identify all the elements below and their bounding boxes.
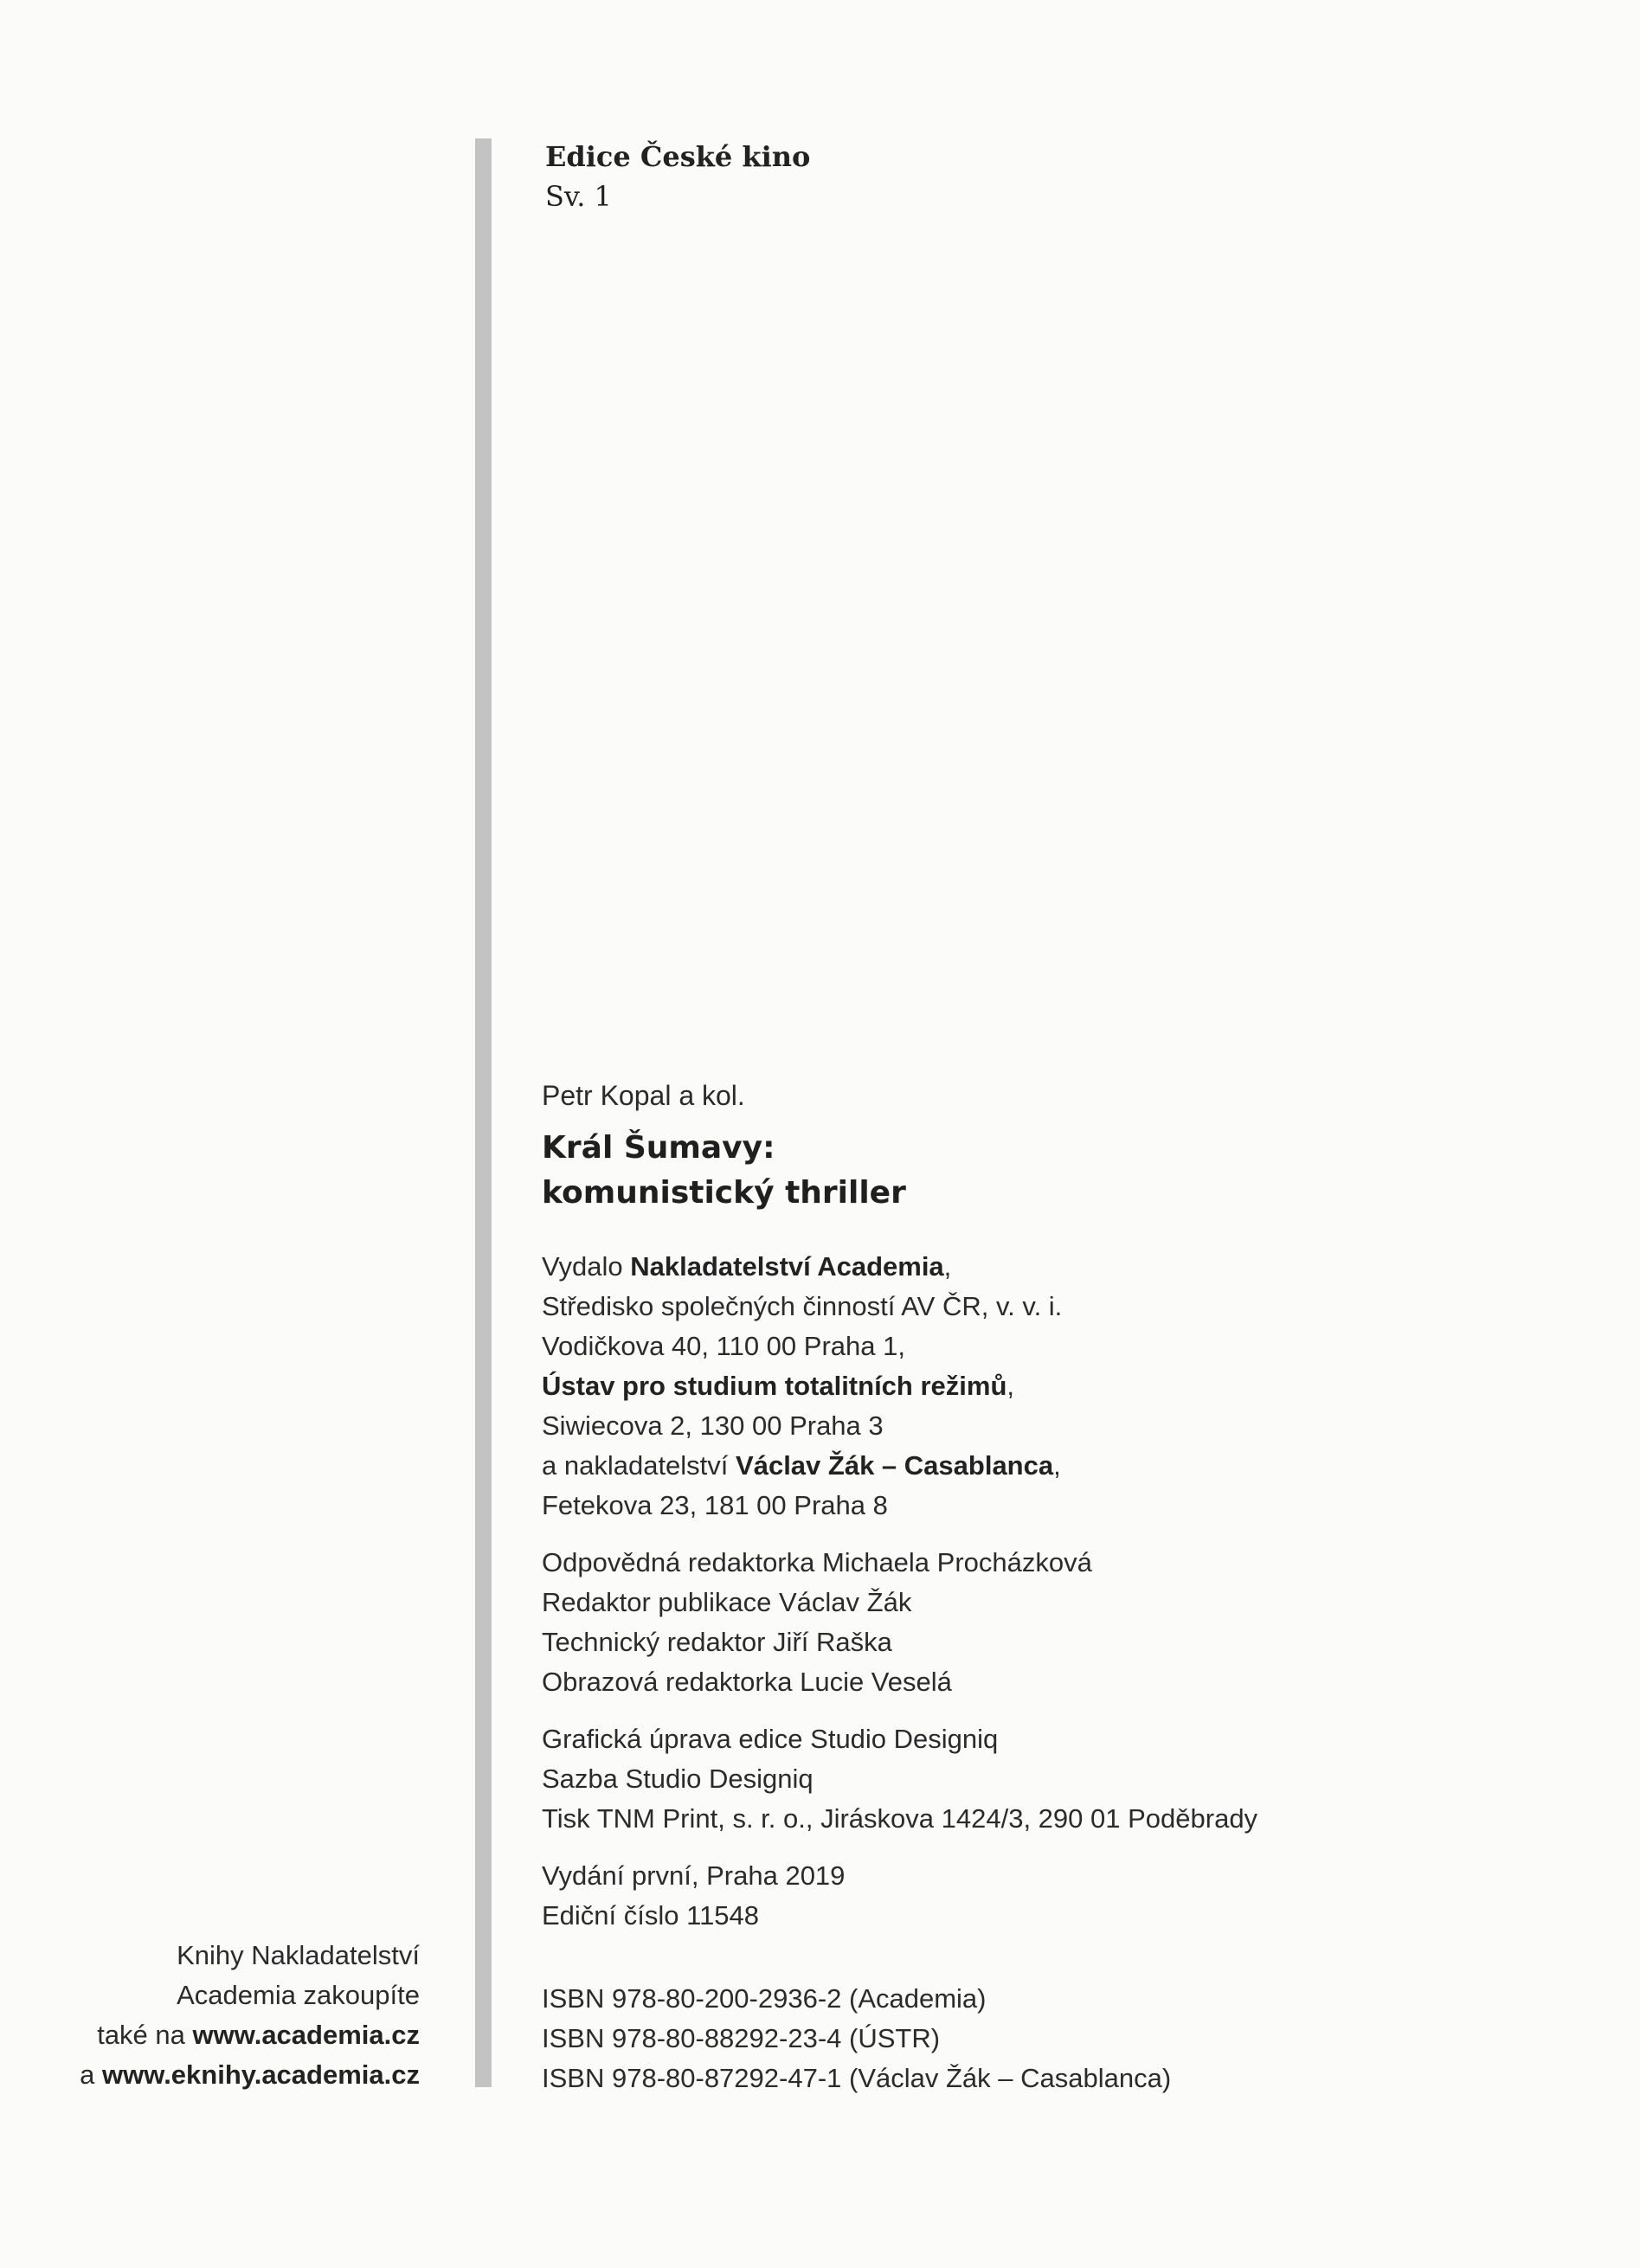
isbn-line: ISBN 978-80-87292-47-1 (Václav Žák – Casablanca)	[542, 2063, 1172, 2093]
production-line: Grafická úprava edice Studio Designiq	[542, 1724, 999, 1754]
edition-block	[542, 1856, 1580, 1936]
publisher-line: Fetekova 23, 181 00 Praha 8	[542, 1490, 888, 1520]
book-title-line-1: Král Šumavy:	[542, 1130, 775, 1166]
book-title	[542, 1126, 1580, 1216]
editor-line: Obrazová redaktorka Lucie Veselá	[542, 1667, 952, 1697]
isbn-block	[542, 1979, 1580, 2098]
isbn-line: ISBN 978-80-88292-23-4 (ÚSTR)	[542, 2023, 941, 2053]
edition-line: Ediční číslo 11548	[542, 1900, 760, 1931]
eknihy-link[interactable]: www.eknihy.academia.cz	[102, 2059, 420, 2090]
publisher-line: Siwiecova 2, 130 00 Praha 3	[542, 1410, 884, 1441]
note-line: také na www.academia.cz	[97, 2020, 420, 2050]
editors-block	[542, 1543, 1580, 1702]
series-block	[545, 137, 810, 216]
note-line: a www.eknihy.academia.cz	[80, 2059, 420, 2090]
imprint-main	[542, 1076, 1580, 2116]
academia-link[interactable]: www.academia.cz	[192, 2020, 420, 2050]
note-line: Academia zakoupíte	[177, 1980, 420, 2010]
note-line: Knihy Nakladatelství	[177, 1940, 420, 1970]
editor-line: Odpovědná redaktorka Michaela Procházková	[542, 1547, 1092, 1577]
publisher-line: a nakladatelství Václav Žák – Casablanca,	[542, 1450, 1061, 1481]
bookshop-note	[80, 1936, 420, 2095]
isbn-line: ISBN 978-80-200-2936-2 (Academia)	[542, 1983, 987, 2014]
production-block	[542, 1719, 1580, 1839]
series-volume: Sv. 1	[545, 180, 612, 213]
publisher-line: Vodičkova 40, 110 00 Praha 1,	[542, 1331, 905, 1361]
publisher-line: Ústav pro studium totalitních režimů,	[542, 1371, 1015, 1401]
edition-line: Vydání první, Praha 2019	[542, 1860, 846, 1891]
publisher-line: Vydalo Nakladatelství Academia,	[542, 1251, 952, 1282]
publisher-line: Středisko společných činností AV ČR, v. v. i.	[542, 1291, 1063, 1321]
editor-line: Redaktor publikace Václav Žák	[542, 1587, 912, 1617]
production-line: Tisk TNM Print, s. r. o., Jiráskova 1424/3, 290 01 Poděbrady	[542, 1803, 1258, 1834]
series-name: Edice České kino	[545, 140, 811, 173]
book-title-line-2: komunistický thriller	[542, 1175, 906, 1211]
production-line: Sazba Studio Designiq	[542, 1764, 814, 1794]
publishers-block	[542, 1247, 1580, 1526]
editor-line: Technický redaktor Jiří Raška	[542, 1627, 892, 1657]
vertical-divider-bar	[475, 138, 492, 2087]
book-author: Petr Kopal a kol.	[542, 1080, 745, 1111]
